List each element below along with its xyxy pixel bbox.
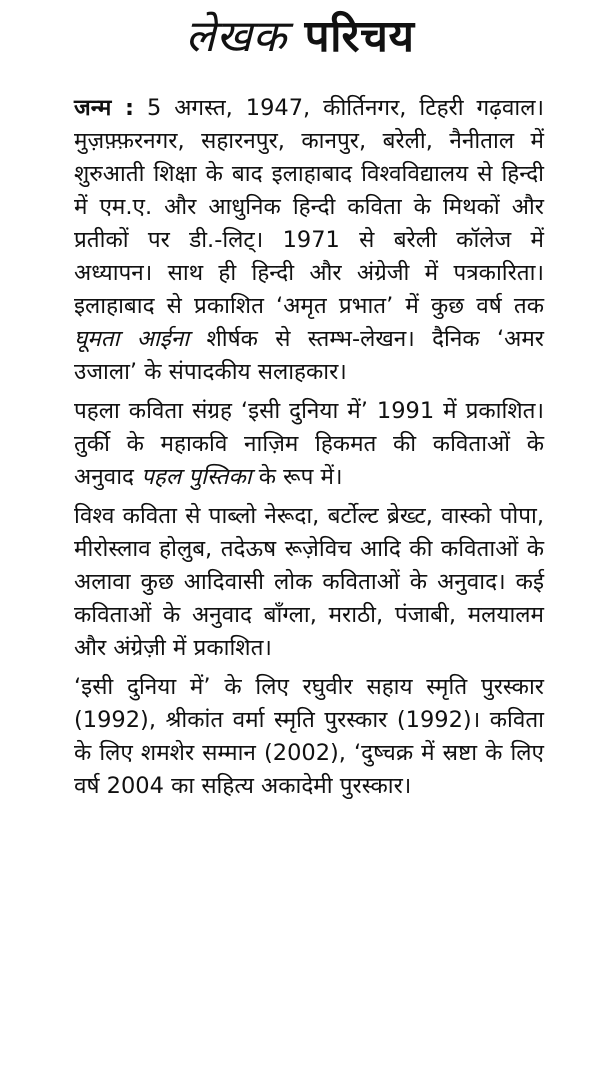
page-header bbox=[0, 6, 600, 68]
birth-paragraph bbox=[74, 92, 544, 389]
awards-paragraph: ‘इसी दुनिया में’ के लिए रघुवीर सहाय स्मृति पुरस्कार (1992), श्रीकांत वर्मा स्मृति पुरस्कार (1992)। कविता के लिए शमशेर सम्मान (2002), ‘दुष्चक्र में स्रष्टा के लिए वर्ष 2004 का सहित्य अकादेमी पुरस्कार। bbox=[74, 674, 544, 799]
page-title bbox=[186, 6, 415, 68]
pahal-pustika-italic: पहल पुस्तिका bbox=[141, 464, 252, 490]
birth-text-part2: शीर्षक से स्तम्भ-लेखन। दैनिक ‘अमर उजाला’ के संपादकीय सलाहकार। bbox=[74, 326, 544, 385]
author-bio bbox=[74, 92, 544, 809]
birth-text-part1: 5 अगस्त, 1947, कीर्तिनगर, टिहरी गढ़वाल। मुज़फ़्फ़रनगर, सहारनपुर, कानपुर, बरेली, नैनीताल में शुरुआती शिक्षा के बाद इलाहाबाद विश्वविद्यालय से हिन्दी में एम.ए. और आधुनिक हिन्दी कविता के मिथकों और प्रतीकों पर डी.-लिट्। 1971 से बरेली कॉलेज में अध्यापन। साथ ही हिन्दी और अंग्रेजी में पत्रकारिता। इलाहाबाद से प्रकाशित ‘अमृत प्रभात’ में कुछ वर्ष तक bbox=[74, 95, 544, 319]
birth-label: जन्म : bbox=[74, 95, 134, 121]
first-collection-paragraph bbox=[74, 395, 544, 494]
column-title-italic: घूमता आईना bbox=[74, 326, 190, 352]
first-collection-text-part1: पहला कविता संग्रह ‘इसी दुनिया में’ 1991 में प्रकाशित। तुर्की के महाकवि नाज़िम हिकमत की कविताओं के अनुवाद bbox=[74, 398, 544, 490]
title-part-author: लेखक bbox=[185, 11, 287, 62]
first-collection-text-part2: के रूप में। bbox=[251, 464, 343, 490]
title-part-introduction: परिचय bbox=[304, 11, 415, 62]
translations-paragraph: विश्व कविता से पाब्लो नेरूदा, बर्टोल्ट ब्रेख्ट, वास्को पोपा, मीरोस्लाव होलुब, तदेऊष रूज़ेविच आदि की कविताओं के अलावा कुछ आदिवासी लोक कविताओं के अनुवाद। कई कविताओं के अनुवाद बाँग्ला, मराठी, पंजाबी, मलयालम और अंग्रेज़ी में प्रकाशित। bbox=[74, 503, 544, 661]
